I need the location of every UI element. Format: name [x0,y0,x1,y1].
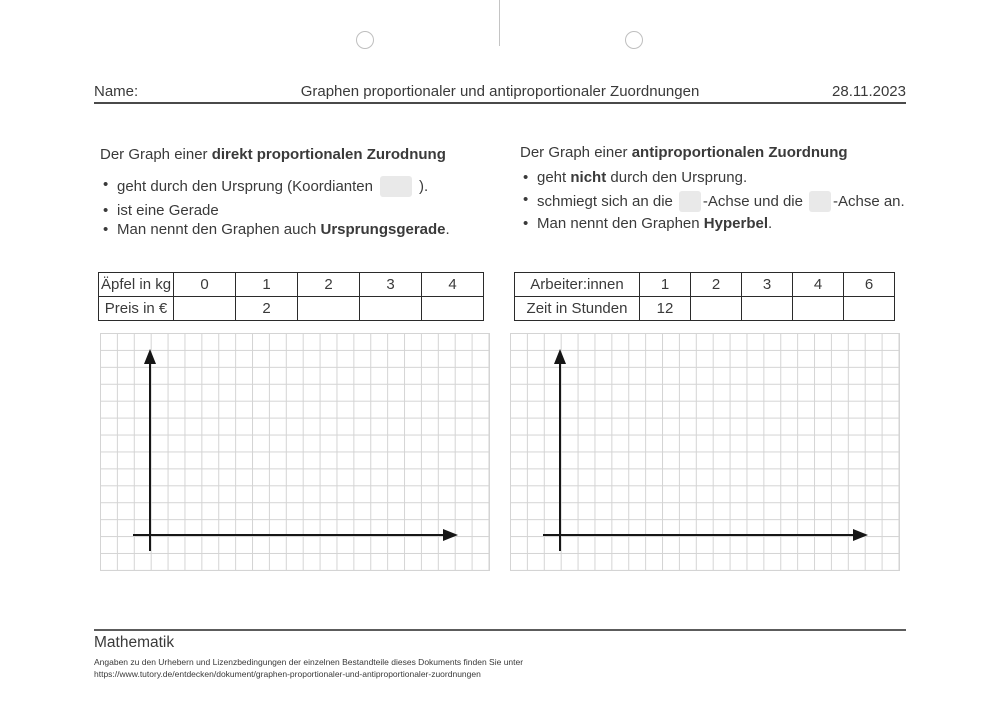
row-label: Arbeiter:innen [515,273,640,297]
x-axis-arrow-icon [853,529,868,541]
date-label: 28.11.2023 [832,83,906,100]
row-label: Preis in € [99,297,174,321]
blank-answer-box [380,176,412,197]
bullet-text: . [445,221,450,238]
x-axis [133,534,445,536]
row-label: Zeit in Stunden [515,297,640,321]
left-coordinate-grid [100,333,490,571]
x-axis-arrow-icon [443,529,458,541]
bullet-text: durch den Ursprung. [606,169,748,186]
bullet-text: . [768,215,773,232]
y-axis [559,363,561,551]
bullet-text: Man nennt den Graphen [537,215,704,232]
row-label: Äpfel in kg [99,273,174,297]
table-cell [691,297,742,321]
x-axis [543,534,855,536]
bullet-text: -Achse und die [702,193,803,210]
table-cell: 2 [691,273,742,297]
punch-hole-right-icon [625,31,643,49]
table-cell [174,297,236,321]
bullet-bold-text: nicht [570,169,607,186]
bullet-list [520,169,925,232]
blank-answer-box [679,191,701,212]
y-axis-arrow-icon [144,349,156,364]
bullet-text: -Achse an. [832,193,905,210]
section-heading [520,144,925,161]
table-cell: 3 [360,273,422,297]
blank-answer-box [809,191,831,212]
heading-text: Der Graph einer [100,146,212,163]
value-table [98,272,484,321]
heading-bold-text: antiproportionalen Zuordnung [631,144,848,161]
section-proportional [100,146,505,238]
page-title: Graphen proportionaler und antiproportionaler Zuordnungen [300,83,700,100]
name-label: Name: [94,83,139,100]
table-cell [360,297,422,321]
y-axis-arrow-icon [554,349,566,364]
bullet-item [520,191,925,212]
value-table [514,272,895,321]
bullet-item [520,169,925,186]
apples-price-table [98,272,484,321]
bullet-text: schmiegt sich an die [537,193,673,210]
table-cell [742,297,793,321]
workers-time-table [514,272,895,321]
bullet-bold-text: Hyperbel [703,215,768,232]
table-row [99,273,484,297]
footer-rule [94,629,906,631]
table-cell: 1 [236,273,298,297]
table-row [99,297,484,321]
right-coordinate-grid [510,333,900,571]
bullet-text: ist eine Gerade [117,202,219,219]
table-cell: 1 [640,273,691,297]
license-line: Angaben zu den Urhebern und Lizenzbedingungen der einzelnen Bestandteile dieses Dokuments finden Sie unter [94,657,524,667]
section-antiproportional [520,144,925,232]
table-cell [298,297,360,321]
table-cell: 6 [844,273,895,297]
bullet-item [100,221,505,238]
table-cell: 2 [236,297,298,321]
table-cell: 0 [174,273,236,297]
subject-label: Mathematik [94,634,175,651]
table-cell: 3 [742,273,793,297]
table-cell: 4 [793,273,844,297]
license-url: https://www.tutory.de/entdecken/dokument/graphen-proportionaler-und-antiproportionaler-zuordnungen [94,668,481,679]
table-cell [422,297,484,321]
table-cell: 2 [298,273,360,297]
table-cell: 4 [422,273,484,297]
table-row [515,297,895,321]
bullet-item [520,215,925,232]
table-row [515,273,895,297]
section-heading [100,146,505,163]
bullet-text: geht durch den Ursprung (Koordianten [117,178,373,195]
y-axis [149,363,151,551]
table-cell [793,297,844,321]
license-note [94,657,523,680]
punch-hole-left-icon [356,31,374,49]
bullet-text: Man nennt den Graphen auch [117,221,321,238]
bullet-item [100,202,505,219]
heading-bold-text: direkt proportionalen Zurodnung [211,146,446,163]
fold-divider [499,0,500,46]
table-cell: 12 [640,297,691,321]
heading-text: Der Graph einer [520,144,632,161]
bullet-bold-text: Ursprungsgerade [320,221,446,238]
bullet-list [100,176,505,238]
bullet-text: ). [419,178,429,195]
header-rule [94,102,906,104]
bullet-text: geht [537,169,571,186]
bullet-item [100,176,505,197]
table-cell [844,297,895,321]
